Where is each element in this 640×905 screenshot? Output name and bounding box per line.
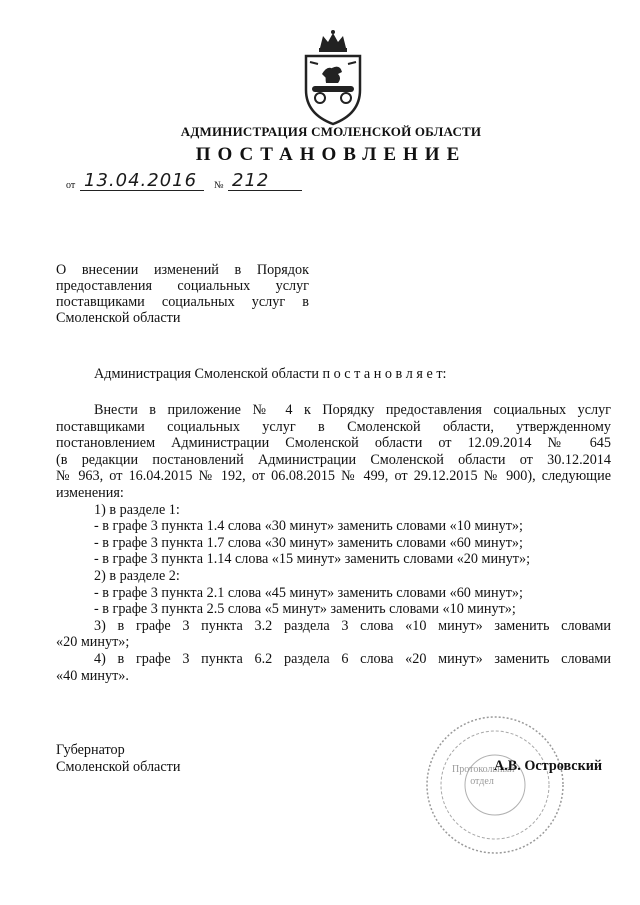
signatory-title-line: Губернатор: [56, 742, 125, 758]
list-item: - в графе 3 пункта 1.14 слова «15 минут» заменить словами «20 минут»;: [94, 551, 531, 568]
body-line: изменения:: [56, 484, 124, 501]
subject-line: О внесении изменений в Порядок: [56, 262, 309, 278]
list-item: 4) в графе 3 пункта 6.2 раздела 6 слова «20 минут» заменить словами: [94, 650, 611, 667]
body-line: (в редакции постановлений Администрации Смоленской области от 30.12.2014: [56, 451, 611, 468]
subject-line: Смоленской области: [56, 310, 181, 326]
list-item: 2) в разделе 2:: [94, 567, 180, 584]
body-line: Внести в приложение № 4 к Порядку предоставления социальных услуг: [94, 402, 611, 418]
list-item: - в графе 3 пункта 2.1 слова «45 минут» заменить словами «60 минут»;: [94, 584, 523, 601]
document-type-title: ПОСТАНОВЛЕНИЕ: [195, 144, 467, 165]
date-prefix: от: [66, 180, 76, 191]
number-prefix: №: [214, 180, 224, 191]
list-item: «20 минут»;: [56, 634, 130, 651]
subject-line: поставщиками социальных услуг в: [56, 294, 309, 310]
list-item: 1) в разделе 1:: [94, 501, 180, 518]
subject-line: предоставления социальных услуг: [56, 278, 309, 294]
handwritten-date: 13.04.2016: [84, 170, 198, 191]
list-item: 3) в графе 3 пункта 3.2 раздела 3 слова «10 минут» заменить словами: [94, 617, 611, 634]
document-body: [56, 402, 611, 684]
coat-of-arms-emblem: [298, 28, 368, 128]
list-item: - в графе 3 пункта 1.4 слова «30 минут» заменить словами «10 минут»;: [94, 518, 523, 535]
list-item: «40 минут».: [56, 667, 129, 684]
preamble: Администрация Смоленской области п о с т а н о в л я е т:: [94, 366, 447, 382]
date-number-line: [66, 170, 316, 194]
signatory-title-line: Смоленской области: [56, 758, 181, 775]
organization-title: АДМИНИСТРАЦИЯ СМОЛЕНСКОЙ ОБЛАСТИ: [180, 124, 482, 139]
body-line: постановлением Администрации Смоленской области от 12.09.2014 № 645: [56, 435, 611, 452]
document-subject: [56, 262, 309, 326]
handwritten-number: 212: [232, 170, 270, 191]
list-item: - в графе 3 пункта 2.5 слова «5 минут» заменить словами «10 минут»;: [94, 601, 516, 618]
stamp-text: Протокольный отдел: [452, 764, 515, 787]
list-item: - в графе 3 пункта 1.7 слова «30 минут» заменить словами «60 минут»;: [94, 534, 523, 551]
body-line: поставщиками социальных услуг в Смоленской области, утвержденному: [56, 418, 611, 435]
signatory-title: [56, 742, 180, 775]
signatory-name: А.В. Островский: [494, 758, 603, 774]
body-line: № 963, от 16.04.2015 № 192, от 06.08.2015 № 499, от 29.12.2015 № 900), следующие: [56, 468, 611, 485]
